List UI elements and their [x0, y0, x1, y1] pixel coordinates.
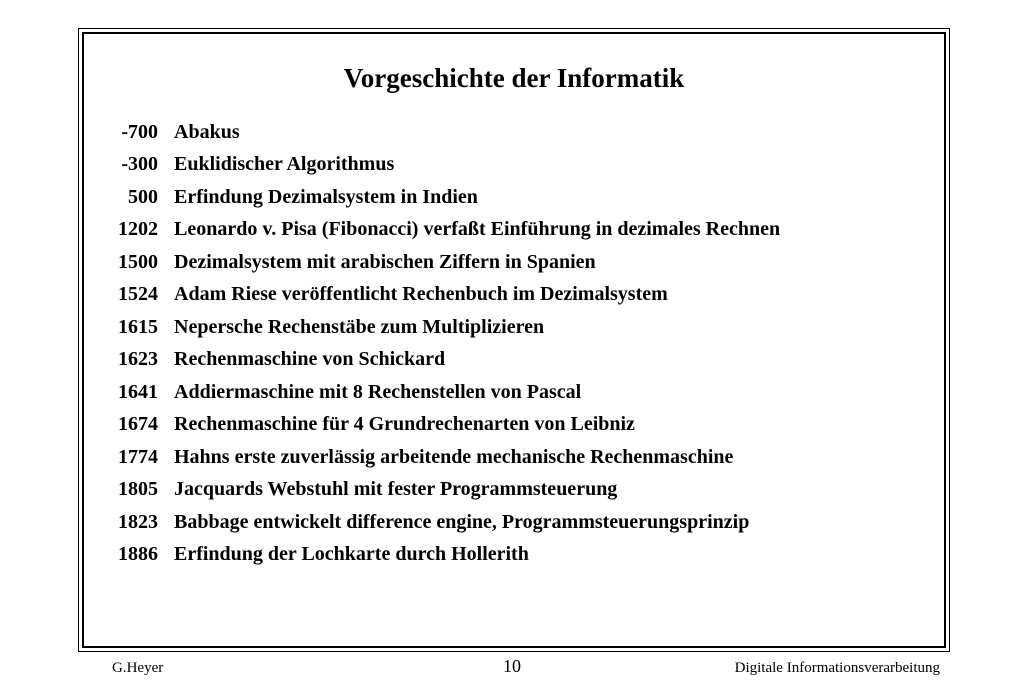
timeline-row: [100, 149, 930, 182]
timeline-year: 1774: [118, 445, 158, 468]
timeline-year: 1202: [118, 218, 158, 241]
timeline-event: Babbage entwickelt difference engine, Programmsteuerungsprinzip: [174, 510, 750, 533]
timeline-row: [100, 279, 930, 312]
timeline-year: -700: [121, 120, 158, 143]
timeline-year: 1805: [118, 478, 158, 501]
footer-author: G.Heyer: [112, 660, 164, 676]
timeline-event: Nepersche Rechenstäbe zum Multiplizieren: [174, 315, 545, 338]
timeline-row: [100, 344, 930, 377]
timeline-row: [100, 376, 930, 409]
timeline-row: [100, 441, 930, 474]
timeline-row: [100, 116, 930, 149]
timeline-event: Adam Riese veröffentlicht Rechenbuch im Dezimalsystem: [174, 283, 668, 306]
footer-page-number: 10: [503, 656, 521, 676]
timeline-event: Erfindung Dezimalsystem in Indien: [174, 185, 478, 208]
timeline-year: 1615: [118, 315, 158, 338]
timeline-list: [100, 116, 930, 571]
slide-title: Vorgeschichte der Informatik: [343, 63, 685, 93]
timeline-year: 1886: [118, 543, 158, 566]
timeline-row: [100, 181, 930, 214]
timeline-event: Leonardo v. Pisa (Fibonacci) verfaßt Einführung in dezimales Rechnen: [174, 218, 781, 241]
timeline-row: [100, 539, 930, 572]
timeline-event: Rechenmaschine für 4 Grundrechenarten von Leibniz: [174, 413, 635, 436]
timeline-year: 1823: [118, 510, 158, 533]
timeline-row: [100, 311, 930, 344]
timeline-year: 1623: [118, 348, 158, 371]
timeline-year: 1641: [118, 380, 158, 403]
timeline-event: Abakus: [174, 120, 240, 143]
timeline-event: Addiermaschine mit 8 Rechenstellen von Pascal: [174, 380, 582, 403]
timeline-event: Rechenmaschine von Schickard: [174, 348, 446, 371]
timeline-event: Euklidischer Algorithmus: [174, 153, 395, 176]
timeline-year: 1500: [118, 250, 158, 273]
timeline-event: Erfindung der Lochkarte durch Hollerith: [174, 543, 529, 566]
timeline-year: -300: [121, 153, 158, 176]
timeline-row: [100, 506, 930, 539]
timeline-event: Hahns erste zuverlässig arbeitende mechanische Rechenmaschine: [174, 445, 734, 468]
timeline-year: 500: [128, 185, 158, 208]
timeline-row: [100, 214, 930, 247]
timeline-row: [100, 409, 930, 442]
timeline-row: [100, 474, 930, 507]
timeline-event: Jacquards Webstuhl mit fester Programmsteuerung: [174, 478, 618, 501]
timeline-year: 1524: [118, 283, 158, 306]
timeline-row: [100, 246, 930, 279]
footer-course: Digitale Informationsverarbeitung: [734, 660, 940, 676]
timeline-year: 1674: [118, 413, 158, 436]
timeline-event: Dezimalsystem mit arabischen Ziffern in Spanien: [174, 250, 596, 273]
